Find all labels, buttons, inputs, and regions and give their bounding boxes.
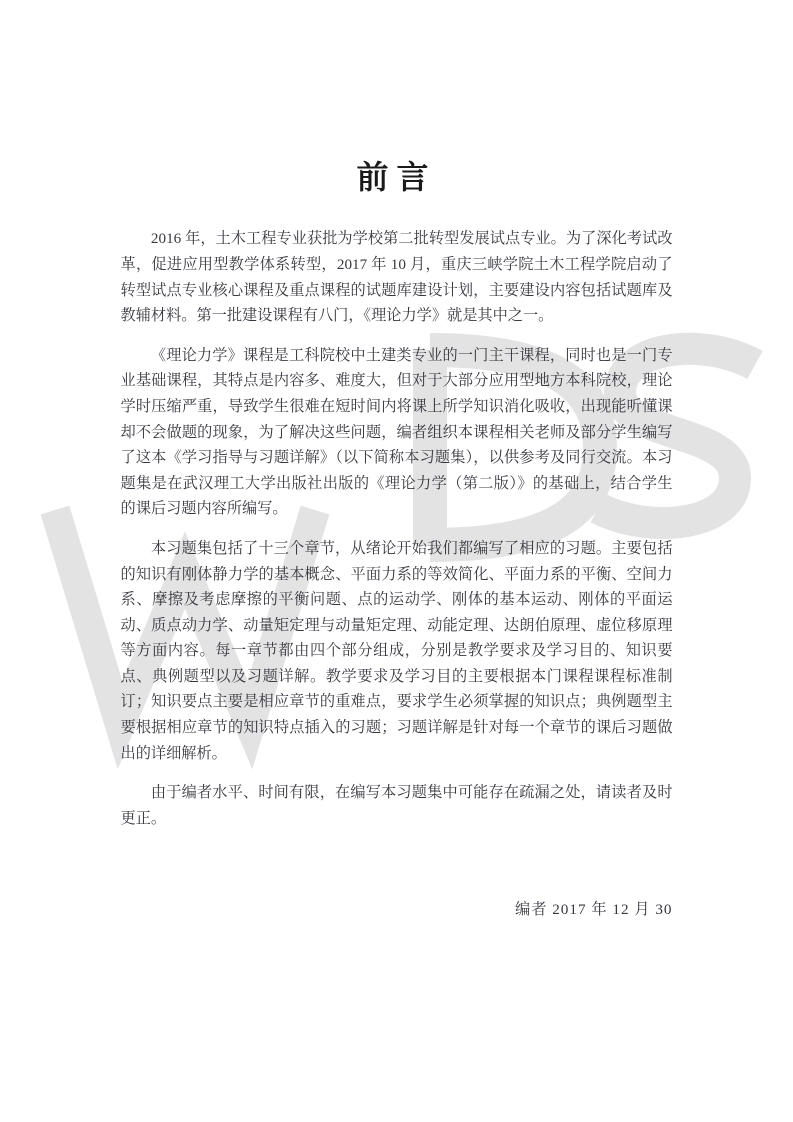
body-text-block — [121, 196, 673, 923]
paragraph-3: 本习题集包括了十三个章节，从绪论开始我们都编写了相应的习题。主要包括的知识有刚体静力学的基本概念、平面力系的等效简化、平面力系的平衡、空间力系、摩擦及考虑摩擦的平衡问题、点的运动学、刚体的基本运动、刚体的平面运动、质点动力学、动量矩定理与动量矩定理、动能定理、达朗伯原理、虚位移原理等方面内容。每一章节都由四个部分组成，分别是教学要求及学习目的、知识要点、典例题型以及习题详解。教学要求及学习目的主要根据本门课程课程标准制订；知识要点主要是相应章节的重难点，要求学生必须掌握的知识点；典例题型主要根据相应章节的知识特点插入的习题；习题详解是针对每一个章节的课后习题做出的详细解析。 — [120, 539, 673, 762]
paragraph-4: 由于编者水平、时间有限，在编写本习题集中可能存在疏漏之处，请读者及时更正。 — [120, 784, 673, 827]
author-signature: 编者 2017 年 12 月 30 — [515, 901, 673, 919]
page-title: 前言 — [356, 158, 437, 196]
paragraph-1: 2016 年，土木工程专业获批为学校第二批转型发展试点专业。为了深化考试改革，促进应用型教学体系转型，2017 年 10 月，重庆三峡学院土木工程学院启动了转型试点专业核心课程及重点课程的试题库建设计划，主要建设内容包括试题库及教辅材料。第一批建设课程有八门，《理论力学》就是其中之一。 — [120, 230, 673, 325]
paragraph-2: 《理论力学》课程是工科院校中土建类专业的一门主干课程，同时也是一门专业基础课程，其特点是内容多、难度大，但对于大部分应用型地方本科院校，理论学时压缩严重，导致学生很难在短时间内将课上所学知识消化吸收，出现能听懂课却不会做题的现象，为了解决这些问题，编者组织本课程相关老师及部分学生编写了这本《学习指导与习题详解》（以下简称本习题集），以供参考及同行交流。本习题集是在武汉理工大学出版社出版的《理论力学（第二版）》的基础上，结合学生的课后习题内容所编写。 — [120, 346, 673, 518]
